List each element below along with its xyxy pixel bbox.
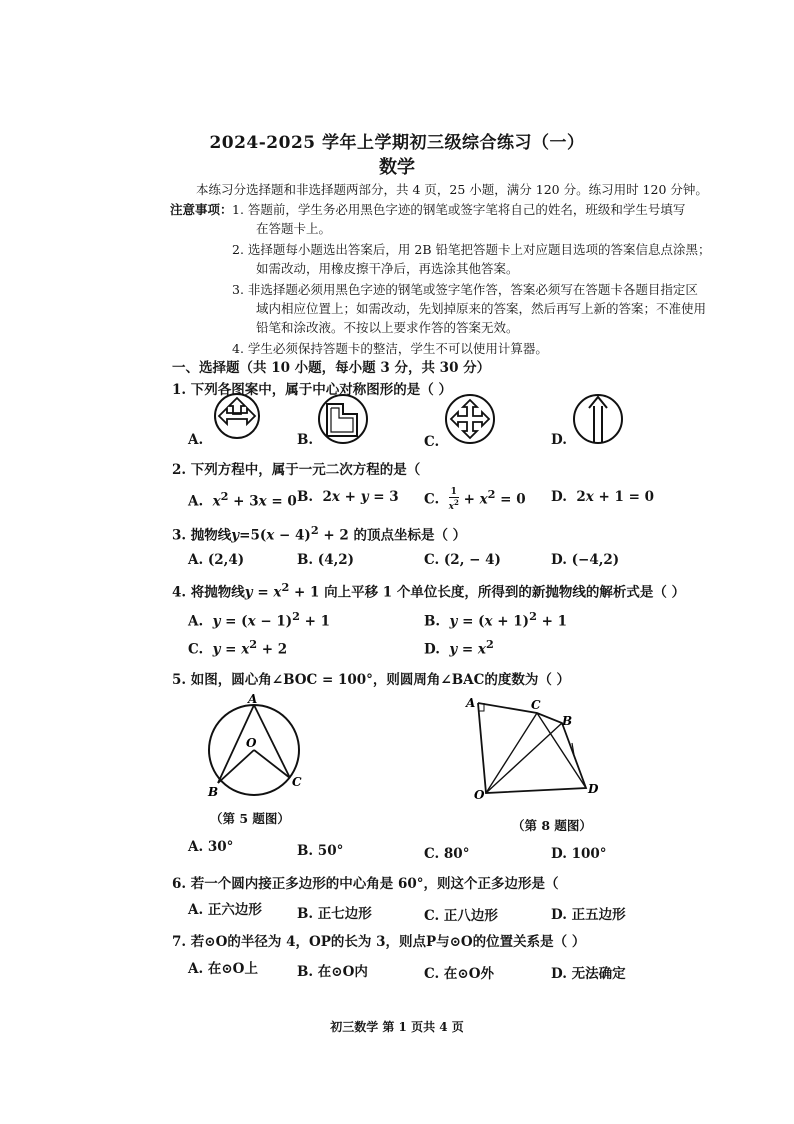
q6-stem: 6. 若一个圆内接正多边形的中心角是 60°，则这个正多边形是（ [172, 876, 559, 892]
q4-option-b: B. $y = (x + 1)^2 + 1$ [424, 609, 567, 630]
q8-figure-caption: （第 8 题图） [512, 818, 592, 833]
q1-stem: 1. 下列各图案中，属于中心对称图形的是（ ） [172, 382, 452, 398]
note-4: 4. 学生必须保持答题卡的整洁，学生不可以使用计算器。 [232, 341, 548, 356]
notes-label: 注意事项： [170, 202, 233, 217]
note-1a: 1. 答题前，学生务必用黑色字迹的钢笔或签字笔将自己的姓名，班级和学生号填写 [232, 202, 686, 217]
note-3c: 铅笔和涂改液。不按以上要求作答的答案无效。 [256, 320, 519, 335]
svg-text:A: A [466, 696, 476, 710]
q1-figure-b-icon [313, 392, 373, 446]
q6-option-b: B. 正七边形 [297, 906, 372, 922]
q5-option-d: D. 100° [551, 846, 607, 862]
q7-option-d: D. 无法确定 [551, 966, 626, 982]
q2-option-c: C. $\frac{1}{x^2}$ + $x^2 = 0$ [424, 487, 526, 512]
q1-option-d: D. [551, 432, 567, 448]
q3-option-a: A. (2,4) [188, 552, 245, 568]
q7-stem: 7. 若⊙O的半径为 4，OP的长为 3，则点P与⊙O的位置关系是（ ） [172, 934, 586, 950]
q1-option-c: C. [424, 434, 440, 450]
q4-option-c: C. $y = x^2 + 2$ [188, 637, 288, 658]
svg-text:B: B [208, 785, 219, 799]
q2-option-b: B. 2x + y = 3 [297, 489, 399, 505]
svg-text:C: C [292, 775, 302, 789]
q7-option-b: B. 在⊙O内 [297, 964, 368, 980]
q7-option-c: C. 在⊙O外 [424, 966, 494, 982]
q5-stem: 5. 如图，圆心角∠BOC = 100°，则圆周角∠BAC的度数为（ ） [172, 672, 571, 688]
q1-option-b: B. [297, 432, 314, 448]
q8-quadrilateral-figure [462, 693, 602, 805]
q1-figure-c-icon [440, 392, 500, 446]
q2-stem: 2. 下列方程中，属于一元二次方程的是（ [172, 462, 421, 478]
note-3b: 域内相应位置上；如需改动，先划掉原来的答案，然后再写上新的答案；不准使用 [256, 301, 707, 316]
q3-option-b: B. (4,2) [297, 552, 355, 568]
subject-title: 数学 [379, 157, 415, 178]
section-heading: 一、选择题（共 10 小题，每小题 3 分，共 30 分） [172, 360, 491, 376]
note-2b: 如需改动，用橡皮擦干净后，再选涂其他答案。 [256, 261, 519, 276]
svg-text:O: O [474, 788, 485, 802]
q4-option-d: D. $y = x^2$ [424, 637, 494, 658]
q6-option-d: D. 正五边形 [551, 907, 626, 923]
q5-option-c: C. 80° [424, 846, 470, 862]
q3-option-c: C. (2, − 4) [424, 552, 501, 568]
note-2a: 2. 选择题每小题选出答案后，用 2B 铅笔把答题卡上对应题目选项的答案信息点涂黑； [232, 242, 711, 257]
q7-option-a: A. 在⊙O上 [188, 961, 258, 977]
q1-figure-d-icon [568, 392, 628, 446]
q5-option-a: A. 30° [188, 839, 234, 855]
note-1b: 在答题卡上。 [256, 221, 332, 236]
q6-option-c: C. 正八边形 [424, 908, 498, 924]
note-3a: 3. 非选择题必须用黑色字迹的钢笔或签字笔作答，答案必须写在答题卡各题目指定区 [232, 282, 698, 297]
q5-figure-caption: （第 5 题图） [210, 811, 290, 826]
svg-text:A: A [248, 692, 258, 706]
q5-circle-figure [196, 690, 316, 802]
q3-stem: 3. 抛物线$y=5(x - 4)^2 + 2$ 的顶点坐标是（ ） [172, 523, 467, 544]
q5-option-b: B. 50° [297, 843, 344, 859]
q6-option-a: A. 正六边形 [188, 902, 262, 918]
svg-text:C: C [531, 698, 541, 712]
q3-option-d: D. (−4,2) [551, 552, 620, 568]
q2-option-d: D. 2x + 1 = 0 [551, 489, 655, 505]
svg-text:B: B [562, 714, 573, 728]
page-footer: 初三数学 第 1 页共 4 页 [330, 1020, 464, 1034]
q4-option-a: A. $y = (x - 1)^2 + 1$ [188, 609, 331, 630]
q1-option-a: A. [188, 432, 204, 448]
q1-figure-a-icon [205, 392, 269, 442]
svg-text:D: D [588, 782, 599, 796]
svg-text:O: O [246, 736, 257, 750]
page-title: 2024-2025 学年上学期初三级综合练习（一） [209, 133, 585, 153]
q4-stem: 4. 将抛物线$y = x^2 + 1$ 向上平移 1 个单位长度，所得到的新抛物线的解析式是（ ） [172, 580, 686, 601]
q2-option-a: A. $x^2 + 3x = 0$ [188, 489, 297, 510]
intro-line: 本练习分选择题和非选择题两部分，共 4 页，25 小题，满分 120 分。练习用时 120 分钟。 [196, 182, 708, 197]
